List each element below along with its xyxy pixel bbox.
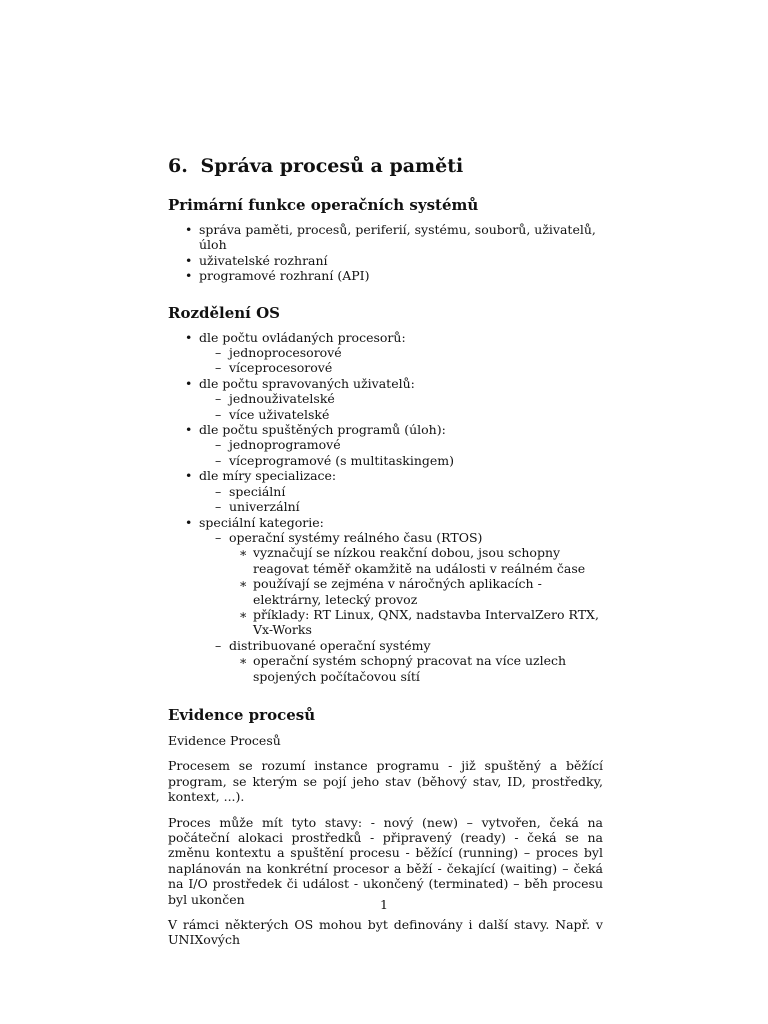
chapter-title [168, 154, 603, 178]
sub-list [215, 437, 603, 468]
list-item-label: dle počtu ovládaných procesorů: [199, 329, 406, 345]
primary-functions-list [168, 222, 603, 284]
list-item-label: speciální kategorie: [199, 514, 324, 530]
list-item [168, 515, 603, 684]
list-item-label: dle míry specializace: [199, 468, 337, 484]
list-item [168, 376, 603, 422]
paragraph: V rámci některých OS mohou byt definovány i další stavy. Např. v UNIXových [168, 917, 603, 948]
sub-sub-list [239, 653, 603, 684]
sub-list [215, 345, 603, 376]
sub-list-item-label: operační systémy reálného času (RTOS) [229, 529, 483, 545]
paragraph: Proces může mít tyto stavy: - nový (new) – vytvořen, čeká na počáteční alokaci prostředků - připravený (ready) - čeká se na změnu kontextu a spuštění procesu - běžící (running) – proces byl naplánován na konkrétní procesor a běží - čekající (waiting) – čeká na I/O prostředek či událost - ukončený (terminated) – běh procesu byl ukončen [168, 814, 603, 907]
list-item: • uživatelské rozhraní [168, 253, 603, 268]
list-item-label: dle počtu spuštěných programů (úloh): [199, 422, 446, 438]
list-item: • správa paměti, procesů, periferií, systému, souborů, uživatelů, úloh [168, 222, 603, 253]
chapter-number: 6. [168, 155, 188, 177]
paragraph: Procesem se rozumí instance programu - již spuštěný a běžící program, se kterým se pojí jeho stav (běhový stav, ID, prostředky, kontext, ...). [168, 758, 603, 805]
sub-sub-list-item: ∗ používají se zejména v náročných aplikacích - elektrárny, letecký provoz [239, 576, 603, 607]
document-page [168, 150, 603, 958]
sub-list-item: – jednouživatelské [215, 391, 603, 406]
sub-list-item [215, 638, 603, 684]
chapter-title-text: Správa procesů a paměti [200, 155, 464, 177]
sub-list [215, 530, 603, 684]
sub-list-item: – speciální [215, 484, 603, 499]
list-item [168, 422, 603, 468]
paragraph: Evidence Procesů [168, 732, 281, 748]
sub-list-item-label: distribuované operační systémy [229, 637, 431, 653]
section-heading-os-classification: Rozdělení OS [168, 303, 280, 322]
sub-list-item: – jednoprocesorové [215, 345, 603, 360]
sub-sub-list-item: ∗ příklady: RT Linux, QNX, nadstavba IntervalZero RTX, Vx-Works [239, 607, 603, 638]
sub-list [215, 484, 603, 515]
section-heading-primary-functions: Primární funkce operačních systémů [168, 196, 479, 214]
list-item: • programové rozhraní (API) [168, 268, 603, 283]
sub-list-item: – jednoprogramové [215, 437, 603, 452]
sub-sub-list-item: ∗ vyznačují se nízkou reakční dobou, jsou schopny reagovat téměř okamžitě na události v reálném čase [239, 545, 603, 576]
section-heading-process-evidence: Evidence procesů [168, 705, 316, 724]
os-classification-list [168, 330, 603, 684]
sub-sub-list [239, 545, 603, 637]
sub-list-item: – víceprogramové (s multitaskingem) [215, 453, 603, 468]
sub-list-item: – univerzální [215, 499, 603, 514]
list-item [168, 330, 603, 376]
sub-list-item: – víceprocesorové [215, 360, 603, 375]
sub-list-item: – více uživatelské [215, 407, 603, 422]
sub-sub-list-item: ∗ operační systém schopný pracovat na více uzlech spojených počítačovou sítí [239, 653, 603, 684]
sub-list [215, 391, 603, 422]
page-number: 1 [380, 897, 388, 912]
list-item-label: dle počtu spravovaných uživatelů: [199, 375, 415, 391]
list-item [168, 468, 603, 514]
sub-list-item [215, 530, 603, 638]
